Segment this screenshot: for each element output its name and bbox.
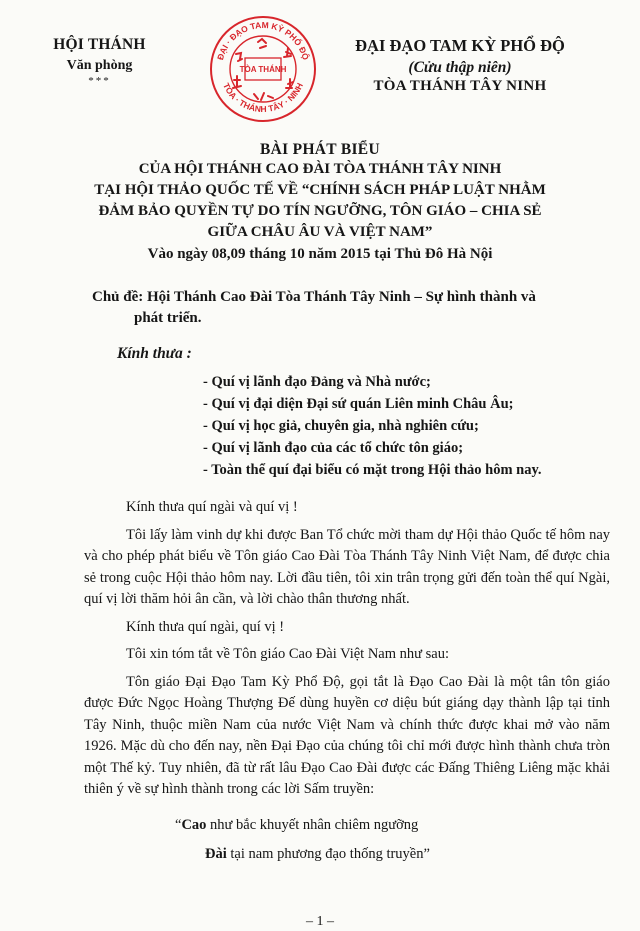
title-line-3: TẠI HỘI THẢO QUỐC TẾ VỀ “CHÍNH SÁCH PHÁP LUẬT NHẰM — [94, 182, 546, 198]
salutation-2: Kính thưa quí ngài, quí vị ! — [126, 618, 285, 635]
addressee-item: - Quí vị đại diện Đại sứ quán Liên minh Châu Âu; — [203, 396, 514, 412]
greeting: Kính thưa : — [117, 345, 192, 362]
header-left — [32, 36, 167, 87]
verse-line-2-text: tại nam phương đạo thống truyền” — [226, 846, 430, 862]
header-right-org: ĐẠI ĐẠO TAM KỲ PHỔ ĐỘ — [355, 36, 565, 55]
seal-top-text: ĐẠI · ĐẠO TAM KỲ PHỔ ĐỘ — [215, 19, 311, 62]
addressee-item: - Toàn thể quí đại biểu có mặt trong Hội thảo hôm nay. — [203, 462, 542, 478]
header-right-location: TÒA THÁNH TÂY NINH — [373, 78, 547, 94]
seal-bottom-text: TÒA · THÁNH TÂY · NINH — [221, 81, 305, 115]
header-right-sub: (Cửu thập niên) — [408, 59, 512, 76]
verse-keyword-cao: Cao — [181, 817, 207, 833]
topic-line-1: Chủ đề: Hội Thánh Cao Đài Tòa Thánh Tây Ninh – Sự hình thành và — [92, 289, 536, 305]
addressee-item: - Quí vị lãnh đạo của các tổ chức tôn giáo; — [203, 440, 464, 456]
header-left-stars: *** — [88, 75, 111, 87]
document-title — [20, 141, 620, 263]
verse-line-1 — [0, 817, 640, 834]
title-line-4: ĐẢM BẢO QUYỀN TỰ DO TÍN NGƯỠNG, TÔN GIÁO – CHIA SẺ — [98, 203, 542, 219]
header-left-office: Văn phòng — [66, 58, 133, 73]
verse-line-1-text: như bắc khuyết nhân chiêm ngưỡng — [206, 817, 419, 833]
addressee-list — [203, 371, 623, 481]
header-right — [300, 36, 620, 95]
paragraph-2: Tôi xin tóm tắt về Tôn giáo Cao Đài Việt Nam như sau: — [126, 646, 449, 662]
paragraph-3: Tôn giáo Đại Đạo Tam Kỳ Phổ Độ, gọi tắt là Đạo Cao Đài là một tân tôn giáo được Đức Ngọc Hoàng Thượng Đế dùng huyền cơ diệu bút giáng dạy thành lập tại tỉnh Tây Ninh, thuộc miền Nam của nước Việt Nam và chính thức được khai mở vào năm 1926. Mặc dù cho đến nay, nền Đại Đạo của chúng tôi chỉ mới được hình thành chưa tròn một Thế kỷ. Tuy nhiên, đã từ rất lâu Đạo Cao Đài được các Đấng Thiêng Liêng mặc khải thiên ý về sự hình thành trong các lời Sấm truyền: — [84, 673, 610, 797]
addressee-item: - Quí vị lãnh đạo Đảng và Nhà nước; — [203, 374, 431, 390]
seal-center-text: TÒA THÁNH — [239, 65, 287, 74]
topic-line-2: phát triển. — [134, 310, 202, 326]
addressee-item: - Quí vị học giả, chuyên gia, nhà nghiên cứu; — [203, 418, 479, 434]
title-line-1: BÀI PHÁT BIỂU — [260, 141, 380, 158]
title-date: Vào ngày 08,09 tháng 10 năm 2015 tại Thủ Đô Hà Nội — [147, 246, 493, 262]
title-line-5: GIỮA CHÂU ÂU VÀ VIỆT NAM” — [207, 224, 433, 240]
document-body — [84, 497, 610, 801]
paragraph-1: Tôi lấy làm vinh dự khi được Ban Tổ chức mời tham dự Hội thảo Quốc tế hôm nay và cho phép phát biểu về Tôn giáo Cao Đài Tòa Thánh Tây Ninh Việt Nam, để được chia sẻ trong cuộc Hội thảo hôm nay. Lời đầu tiên, tôi xin trân trọng gửi đến toàn thể quí Ngài, quí vị lời thăm hỏi ân cần, và lời chào thân thương nhất. — [84, 526, 610, 607]
page-number: – 1 – — [306, 914, 334, 929]
salutation-1: Kính thưa quí ngài và quí vị ! — [126, 499, 298, 515]
topic — [92, 287, 612, 329]
verse-open-quote: “ — [175, 817, 182, 833]
header-left-org: HỘI THÁNH — [53, 36, 146, 53]
verse-line-2 — [0, 846, 640, 863]
verse-keyword-dai: Đài — [205, 846, 227, 862]
title-line-2: CỦA HỘI THÁNH CAO ĐÀI TÒA THÁNH TÂY NINH — [138, 161, 502, 177]
